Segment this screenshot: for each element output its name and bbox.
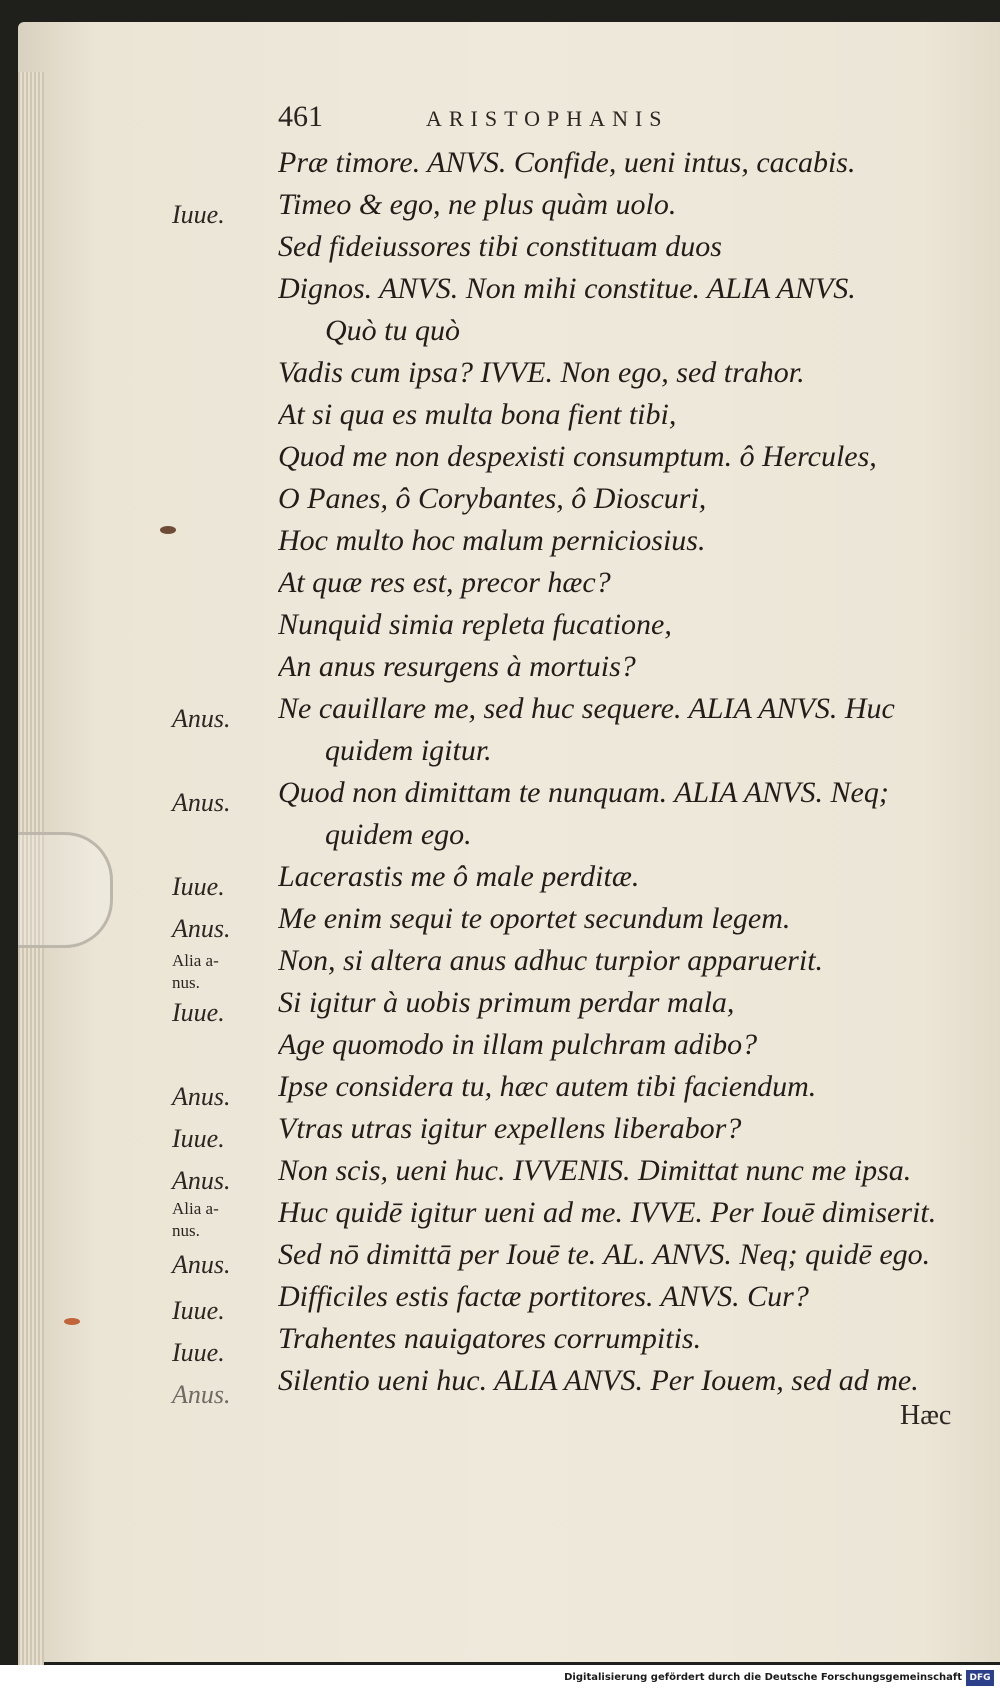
verse-line: Huc quidē igitur ueni ad me. IVVE. Per Iouē dimiserit. — [278, 1196, 937, 1229]
speaker-label: Anus. — [172, 914, 231, 943]
verse-line: Quò tu quò — [325, 314, 460, 347]
speaker-label: Alia a- nus. — [172, 1199, 219, 1240]
page-number: 461 — [278, 100, 323, 133]
verse-line: Age quomodo in illam pulchram adibo? — [278, 1028, 758, 1061]
verse-line: Quod non dimittam te nunquam. ALIA ANVS. Neq; — [278, 776, 889, 809]
speaker-label: Iuue. — [172, 1338, 225, 1367]
dfg-logo-icon: DFG — [966, 1670, 994, 1686]
verse-line: quidem igitur. — [325, 734, 492, 767]
ink-blot — [160, 526, 176, 534]
verse-line: Trahentes nauigatores corrumpitis. — [278, 1322, 702, 1355]
verse-line: O Panes, ô Corybantes, ô Dioscuri, — [278, 482, 707, 515]
verse-line: Dignos. ANVS. Non mihi constitue. ALIA ANVS. — [278, 272, 856, 305]
speaker-label: Anus. — [172, 1380, 231, 1409]
speaker-label: Iuue. — [172, 1124, 225, 1153]
bookmark-ribbon — [18, 832, 113, 948]
speaker-label: Iuue. — [172, 200, 225, 229]
verse-line: Nunquid simia repleta fucatione, — [278, 608, 672, 641]
verse-line: An anus resurgens à mortuis? — [278, 650, 636, 683]
verse-line: Silentio ueni huc. ALIA ANVS. Per Iouem, sed ad me. — [278, 1364, 919, 1397]
verse-line: Vtras utras igitur expellens liberabor? — [278, 1112, 742, 1145]
verse-line: quidem ego. — [325, 818, 472, 851]
verse-line: Lacerastis me ô male perditæ. — [278, 860, 640, 893]
speaker-label: Iuue. — [172, 998, 225, 1027]
running-head — [278, 100, 728, 140]
footer-credit: Digitalisierung gefördert durch die Deutsche Forschungsgemeinschaft — [564, 1672, 962, 1683]
speaker-label: Anus. — [172, 788, 231, 817]
verse-line: Non, si altera anus adhuc turpior apparuerit. — [278, 944, 824, 977]
verse-line: Ipse considera tu, hæc autem tibi faciendum. — [278, 1070, 817, 1103]
verse-line: Timeo & ego, ne plus quàm uolo. — [278, 188, 677, 221]
speaker-label: Iuue. — [172, 1296, 225, 1325]
speaker-label: Anus. — [172, 1166, 231, 1195]
speaker-label: Anus. — [172, 1082, 231, 1111]
verse-line: Præ timore. ANVS. Confide, ueni intus, cacabis. — [278, 146, 856, 179]
verse-line: Quod me non despexisti consumptum. ô Hercules, — [278, 440, 877, 473]
verse-line: Sed fideiussores tibi constituam duos — [278, 230, 722, 263]
verse-line: Ne cauillare me, sed huc sequere. ALIA ANVS. Huc — [278, 692, 895, 725]
verse-line: At quæ res est, precor hæc? — [278, 566, 611, 599]
verse-line: Sed nō dimittā per Iouē te. AL. ANVS. Neq; quidē ego. — [278, 1238, 931, 1271]
verse-line: Si igitur à uobis primum perdar mala, — [278, 986, 735, 1019]
verse-line: Hoc multo hoc malum perniciosius. — [278, 524, 706, 557]
verse-line: Vadis cum ipsa? IVVE. Non ego, sed trahor. — [278, 356, 805, 389]
catchword: Hæc — [900, 1400, 952, 1431]
verse-line: At si qua es multa bona fient tibi, — [278, 398, 677, 431]
ink-blot — [64, 1318, 80, 1325]
speaker-label: Anus. — [172, 1250, 231, 1279]
verse-line: Non scis, ueni huc. IVVENIS. Dimittat nunc me ipsa. — [278, 1154, 912, 1187]
speaker-label: Iuue. — [172, 872, 225, 901]
running-title: ARISTOPHANIS — [426, 106, 669, 131]
footer-bar — [0, 1665, 1000, 1695]
speaker-label: Alia a- nus. — [172, 951, 219, 992]
speaker-label: Anus. — [172, 704, 231, 733]
verse-line: Difficiles estis factæ portitores. ANVS. Cur? — [278, 1280, 809, 1313]
verse-line: Me enim sequi te oportet secundum legem. — [278, 902, 791, 935]
